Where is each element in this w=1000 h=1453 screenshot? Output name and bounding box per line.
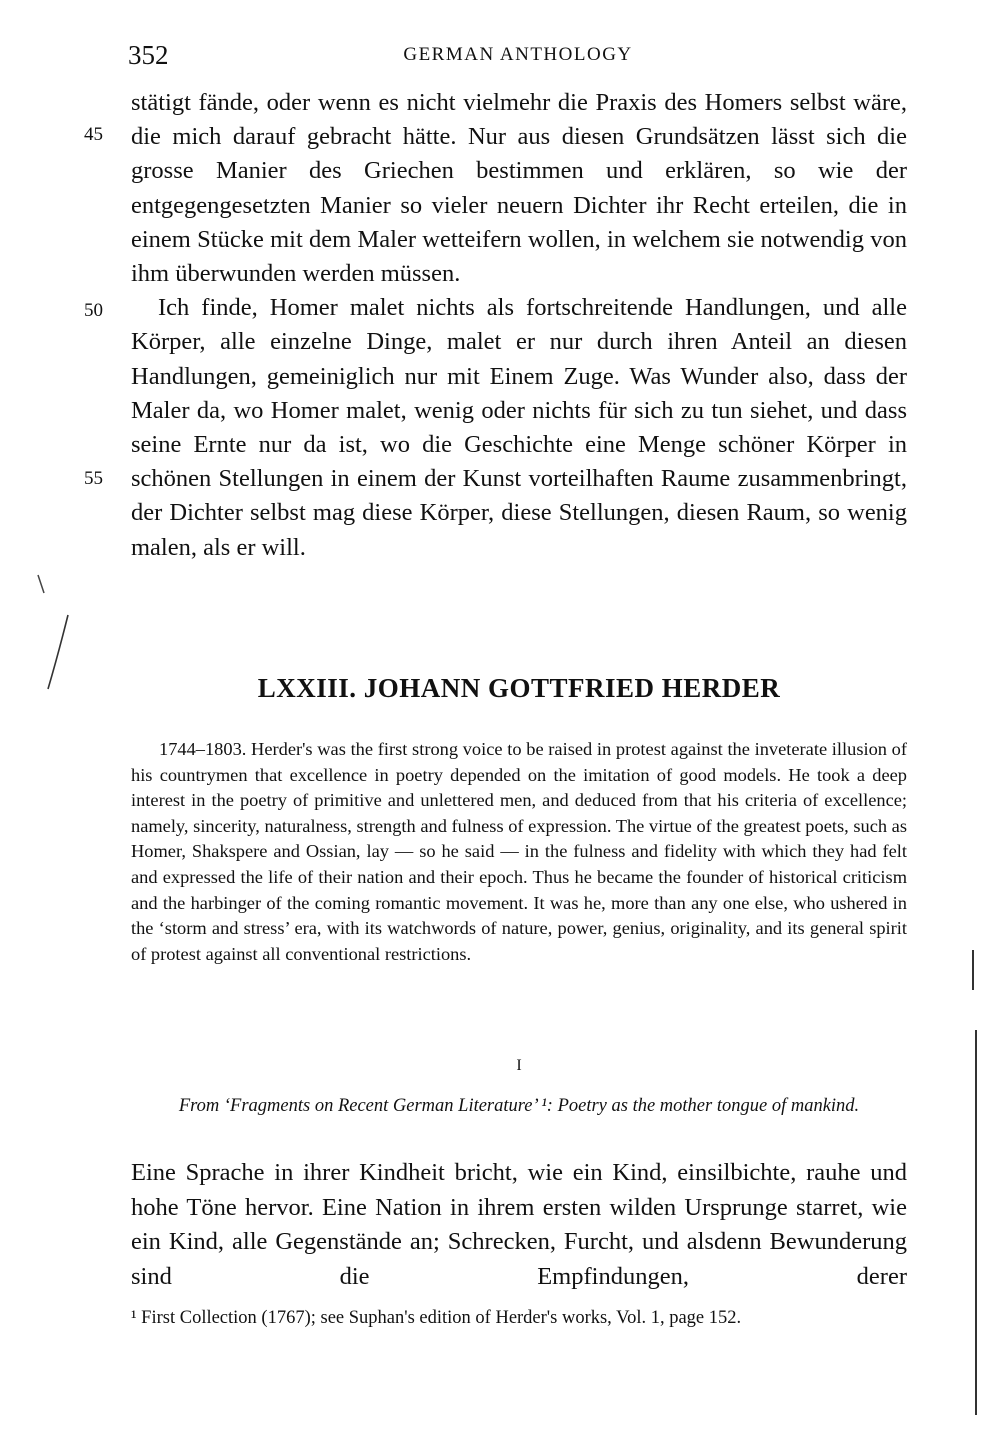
source-title: From ‘Fragments on Recent German Literature’ ¹: Poetry as the mother tongue of mankind.	[178, 1096, 860, 1116]
continuation-text	[131, 86, 907, 565]
section-heading: LXXIII. JOHANN GOTTFRIED HERDER	[257, 673, 781, 703]
footnote: ¹ First Collection (1767); see Suphan's edition of Herder's works, Vol. 1, page 152.	[131, 1308, 742, 1328]
running-title: GERMAN ANTHOLOGY	[403, 44, 633, 65]
herder-paragraph: Eine Sprache in ihrer Kindheit bricht, wie ein Kind, einsilbichte, rauhe und hohe Töne hervor. Eine Nation in ihrem ersten wilden Ursprunge starret, wie ein Kind, alle Gegenstände an; Schrecken, Furcht, und alsdenn Bewunderung sind die Empfindungen, derer	[131, 1159, 907, 1290]
page-number: 352	[128, 40, 169, 70]
page-header	[128, 40, 908, 70]
selection-numeral: I	[516, 1057, 522, 1074]
pencil-margin-mark	[30, 565, 70, 695]
margin-rule	[972, 950, 974, 990]
paragraph-homer: Ich finde, Homer malet nichts als fortschreitende Handlungen, und alle Körper, alle einzelne Dinge, malet er nur durch ihren Anteil an diesen Handlungen, gemeiniglich nur mit Einem Zuge. Was Wunder also, dass der Maler da, wo Homer malet, wenig oder nichts für sich zu tun siehet, und dass seine Ernte nur da ist, wo die Geschichte eine Menge schöner Körper in schönen Stellungen in einem der Kunst vorteilhaften Raume zusammenbringt, der Dichter selbst mag diese Körper, diese Stellungen, diesen Raum, so wenig malen, als er will.	[131, 294, 907, 561]
line-number-55: 55	[84, 468, 103, 489]
herder-text	[131, 1156, 907, 1294]
paragraph-continued: stätigt fände, oder wenn es nicht vielmehr die Praxis des Homers selbst wäre, die mich darauf gebracht hätte. Nur aus diesen Grundsätzen lässt sich die grosse Manier des Griechen bestimmen und erklären, so wie der entgegengesetzten Manier so vieler neuern Dichter ihr Recht erteilen, die in einem Stücke mit dem Maler wetteifern wollen, in welchem sie notwendig von ihm überwunden werden müssen.	[131, 89, 907, 288]
intro-paragraph: 1744–1803. Herder's was the first strong voice to be raised in protest against the inveterate illusion of his countrymen that excellence in poetry depended on the imitation of good models. He took a deep interest in the poetry of primitive and unlettered men, and deduced from that his criteria of excellence; namely, sincerity, naturalness, strength and fulness of expression. The virtue of the greatest poets, such as Homer, Shakspere and Ossian, lay — so he said — in the fulness and fidelity with which they had felt and expressed the life of their nation and their epoch. Thus he became the founder of historical criticism and the harbinger of the coming romantic movement. It was he, more than any one else, who ushered in the ‘storm and stress’ era, with its watchwords of nature, power, genius, originality, and its general spirit of protest against all conventional restrictions.	[131, 739, 907, 964]
biographical-intro	[131, 737, 907, 967]
line-number-50: 50	[84, 300, 103, 321]
line-number-45: 45	[84, 124, 103, 145]
margin-rule	[975, 1030, 977, 1415]
